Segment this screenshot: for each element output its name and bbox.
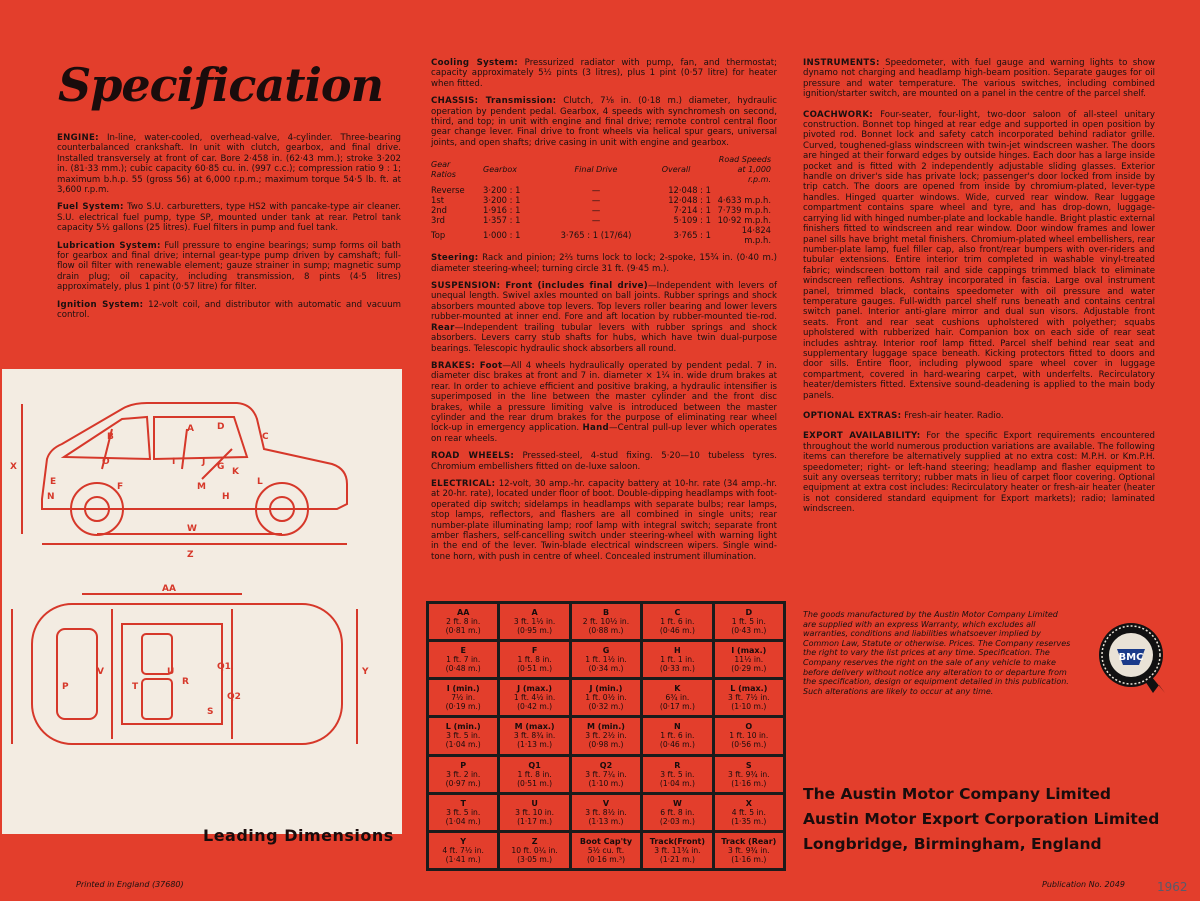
dimension-value: 1 ft. 1 in. xyxy=(660,655,695,665)
dimension-cell xyxy=(572,795,640,830)
gear-row xyxy=(431,195,777,205)
dimension-label: N xyxy=(674,722,681,732)
gear-cell: 3·200 : 1 xyxy=(483,185,521,196)
dimension-cell xyxy=(572,642,640,677)
fuel-section xyxy=(57,202,401,233)
gear-header-ratios: Gear Ratios xyxy=(431,160,456,180)
bmc-rosette-icon xyxy=(1095,619,1173,697)
dimension-value: 5½ cu. ft. xyxy=(587,845,625,855)
dimension-cell xyxy=(643,795,711,830)
company-line-1: The Austin Motor Company Limited xyxy=(803,785,1112,803)
dimension-cell xyxy=(500,757,568,792)
dimension-value: (0·43 m.) xyxy=(731,626,767,636)
optional-heading: OPTIONAL EXTRAS: xyxy=(803,411,902,421)
gear-cell: 7·214 : 1 xyxy=(673,205,711,216)
dimension-value: (0·46 m.) xyxy=(659,740,695,750)
brakes-section xyxy=(431,361,777,444)
coachwork-heading: COACHWORK: xyxy=(803,109,874,120)
engine-section xyxy=(57,133,401,195)
dimension-value: (1·17 m.) xyxy=(517,816,553,826)
dimension-cell xyxy=(715,604,783,639)
lube-section xyxy=(57,241,401,293)
dimension-label: F xyxy=(531,646,538,656)
dimension-value: (0·46 m.) xyxy=(659,626,695,636)
dimension-drawing xyxy=(2,369,402,834)
dimension-value: 3 ft. 8¾ in. xyxy=(513,731,556,741)
dimension-value: (0·97 m.) xyxy=(445,778,481,788)
dimension-value: (0·48 m.) xyxy=(445,664,481,674)
drawing-label-r: R xyxy=(182,677,189,687)
dimension-value: 3 ft. 5 in. xyxy=(660,769,695,779)
drawing-label-aa: AA xyxy=(162,584,176,594)
optional-text: Fresh-air heater. Radio. xyxy=(904,411,1004,421)
dimension-value: (0·33 m.) xyxy=(659,664,695,674)
drawing-label-j: J xyxy=(202,457,206,467)
dimension-value: 4 ft. 5 in. xyxy=(731,807,766,817)
dimension-cell xyxy=(715,795,783,830)
dimension-cell xyxy=(429,680,497,715)
dimension-label: J (max.) xyxy=(517,684,553,694)
drawing-label-u: U xyxy=(167,667,175,677)
dimension-cell xyxy=(500,680,568,715)
company-line-3: Longbridge, Birmingham, England xyxy=(803,835,1102,853)
dimension-value: (1·35 m.) xyxy=(731,816,767,826)
export-heading: EXPORT AVAILABILITY: xyxy=(803,431,921,442)
suspension-text: —Independent with levers of unequal length. Swivel axles mounted on ball joints. Rubber springs and shock absorbers mounted above top levers. Top levers roller bearing and lower levers rubber-mounted at inner end. Fore and aft location by rubber-mounted tie-rod. xyxy=(431,281,777,323)
dimension-value: 11½ in. xyxy=(734,655,764,665)
dimension-label: X xyxy=(745,798,752,808)
gear-cell: 3·765 : 1 (17/64) xyxy=(560,230,632,241)
printed-note: Printed in England (37680) xyxy=(76,880,184,889)
drawing-label-y: Y xyxy=(362,667,369,677)
drawing-label-o: O xyxy=(102,457,110,467)
dimension-value: (0·32 m.) xyxy=(588,702,624,712)
drawing-label-w: W xyxy=(187,524,197,534)
drawing-label-l: L xyxy=(257,477,263,487)
dimension-value: 3 ft. 9¾ in. xyxy=(728,769,770,779)
dimension-label: J (min.) xyxy=(589,684,623,694)
instruments-section xyxy=(803,58,1155,100)
dimension-cell xyxy=(429,757,497,792)
dimension-label: Q2 xyxy=(599,760,613,770)
dimension-value: 3 ft. 5 in. xyxy=(446,731,481,741)
gear-cell: 4·633 m.p.h. xyxy=(717,195,771,206)
warranty-note: The goods manufactured by the Austin Motor Company Limited are supplied with an express Warranty, which excludes all warranties, conditions and liabilities whatsoever implied by Common Law, Statute or otherwise. Prices. The Company reserves the right to vary the list prices at any time. Specification. The Company reserves the right on the sale of any vehicle to make before delivery without notice any alteration to or departure from the specification, design or equipment detailed in this publication. Such alterations are likely to occur at any time. xyxy=(803,610,1071,696)
drawing-label-q1: Q1 xyxy=(217,662,231,672)
dimension-cell xyxy=(572,833,640,868)
gear-cell: 2nd xyxy=(431,205,447,216)
drawing-label-h: H xyxy=(222,492,230,502)
dimension-value: 4 ft. 7½ in. xyxy=(442,845,484,855)
dimension-label: T xyxy=(460,798,466,808)
dimension-label: Q1 xyxy=(528,760,541,770)
ignition-section xyxy=(57,300,401,321)
company-line-2: Austin Motor Export Corporation Limited xyxy=(803,810,1160,828)
dimension-value: (1·41 m.) xyxy=(445,854,481,864)
gear-header-gearbox: Gearbox xyxy=(483,165,518,175)
dimension-value: (0·98 m.) xyxy=(588,740,624,750)
hand-heading: Hand xyxy=(582,423,610,434)
gear-cell: — xyxy=(591,205,601,216)
chassis-text: Clutch, 7⅛ in. (0·18 m.) diameter, hydraulic operation by pendent pedal. Gearbox, 4 speeds with synchromesh on second, third, and top; in unit with engine and final drive; remote control central floor gear change lever. Final drive to front wheels via helical spur gears, universal joints, and open shafts; drive casing in unit with engine and gearbox. xyxy=(431,96,777,148)
dimension-label: L (max.) xyxy=(730,684,768,694)
gear-cell: — xyxy=(591,215,601,226)
dimension-value: (0·17 m.) xyxy=(659,702,695,712)
dimension-value: 3 ft. 8½ in. xyxy=(585,807,627,817)
left-column xyxy=(57,133,401,328)
dimension-value: 3 ft. 7¼ in. xyxy=(585,769,627,779)
dimension-value: (1·13 m.) xyxy=(588,816,624,826)
car-outline-drawing xyxy=(2,369,402,834)
electrical-section xyxy=(431,479,777,562)
dimension-value: (0·16 m.³) xyxy=(586,854,626,864)
steering-heading: Steering: xyxy=(431,253,479,264)
drawing-label-d: D xyxy=(217,422,225,432)
dimension-value: (0·51 m.) xyxy=(517,778,553,788)
dimension-value: (0·51 m.) xyxy=(517,664,553,674)
dimension-cell xyxy=(429,718,497,753)
dimension-cell xyxy=(643,680,711,715)
dimension-label: R xyxy=(674,760,681,770)
dimension-cell xyxy=(500,833,568,868)
dimension-value: (1·04 m.) xyxy=(445,816,481,826)
dimension-value: (1·10 m.) xyxy=(731,702,767,712)
leading-dimensions-label: Leading Dimensions xyxy=(203,826,394,845)
hand-text: —Central pull-up lever which operates on rear wheels. xyxy=(431,423,778,444)
steering-section xyxy=(431,253,777,274)
dimension-label: Track(Front) xyxy=(649,836,705,846)
ignition-text: 12-volt coil, and distributor with automatic and vacuum control. xyxy=(57,299,402,321)
brakes-text: —All 4 wheels hydraulically operated by pendent pedal. 7 in. diameter disc brakes at front and 7 in. diameter × 1¼ in. wide drum brakes at rear. In order to achieve efficient and positive braking, a hydraulic intensifier is superimposed in the line between the master cylinder and the front disc brakes, while a pressure limiting valve is introduced between the master cylinder and the rear drum brakes for the purpose of eliminating rear wheel lock-up in emergency application. xyxy=(431,360,777,434)
drawing-label-m: M xyxy=(197,482,206,492)
instruments-heading: INSTRUMENTS: xyxy=(803,58,880,68)
dimension-label: Boot Cap'ty xyxy=(579,836,633,846)
dimension-label: A xyxy=(531,608,538,618)
dimension-label: V xyxy=(602,798,610,808)
drawing-label-g: G xyxy=(217,462,225,472)
dimension-label: E xyxy=(460,646,466,656)
dimension-cell xyxy=(429,833,497,868)
dimension-label: AA xyxy=(457,608,470,618)
dimension-label: O xyxy=(745,722,753,732)
dimension-label: I (max.) xyxy=(731,646,767,656)
dimension-label: Z xyxy=(531,836,538,846)
dimension-value: (0·29 m.) xyxy=(731,664,767,674)
wheels-text: Pressed-steel, 4-stud fixing. 5·20—10 tubeless tyres. Chromium embellishers fitted on de-luxe saloon. xyxy=(431,451,777,472)
dimension-value: (3·05 m.) xyxy=(517,854,553,864)
rear-heading: Rear xyxy=(431,322,455,333)
cooling-text: Pressurized radiator with pump, fan, and thermostat; capacity approximately 5½ pints (3 litres), plus 1 pint (0·57 litre) for heater when fitted. xyxy=(431,58,777,89)
gear-row xyxy=(431,225,777,245)
dimension-value: 1 ft. 8 in. xyxy=(517,655,552,665)
company-block xyxy=(803,782,1159,857)
electrical-text: 12-volt, 30 amp.-hr. capacity battery at 10-hr. rate (34 amp.-hr. at 20-hr. rate), located under floor of boot. Double-dipping headlamps with foot-operated dip switch; sidelamps in headlamps with separate bulbs; rear lamps, stop lamps, reflectors, and flashers are all combined in single units; rear number-plate illuminating lamp; roof lamp with integral switch; separate front amber flashers, self-cancelling switch under steering-wheel with warning light in the end of the lever. Twin-blade electrical windscreen wipers. Single wind-tone horn, with push in centre of wheel. Concealed instrument illumination. xyxy=(431,478,777,562)
dimension-cell xyxy=(500,604,568,639)
export-section xyxy=(803,431,1155,514)
dimension-label: Track (Rear) xyxy=(721,836,777,846)
dimension-cell xyxy=(715,680,783,715)
dimension-value: 2 ft. 8 in. xyxy=(446,617,481,627)
drawing-label-p: P xyxy=(62,682,69,692)
dimension-value: 3 ft. 10 in. xyxy=(515,807,555,817)
gear-cell: 1·357 : 1 xyxy=(483,215,521,226)
drawing-label-s: S xyxy=(207,707,214,717)
dimension-label: M (max.) xyxy=(514,722,555,732)
dimension-label: C xyxy=(674,608,681,618)
gear-ratio-table xyxy=(431,155,777,245)
dimension-cell xyxy=(643,604,711,639)
dimension-value: 3 ft. 11¾ in. xyxy=(654,845,701,855)
drawing-label-f: F xyxy=(117,482,124,492)
gear-cell: Reverse xyxy=(431,185,465,196)
dimension-value: (1·04 m.) xyxy=(659,778,695,788)
suspension-heading: SUSPENSION: Front (includes final drive) xyxy=(431,281,649,292)
dimension-value: 3 ft. 1½ in. xyxy=(513,617,556,627)
drawing-label-b: B xyxy=(107,432,114,442)
dimension-label: B xyxy=(602,608,610,618)
dimension-cell xyxy=(429,604,497,639)
dimension-value: 6¾ in. xyxy=(665,693,690,703)
dimension-value: 2 ft. 10½ in. xyxy=(582,617,630,627)
dimension-label: M (min.) xyxy=(587,722,625,732)
dimension-value: (1·04 m.) xyxy=(445,740,481,750)
dimension-value: (1·21 m.) xyxy=(659,854,695,864)
dimension-cell xyxy=(500,718,568,753)
gear-cell xyxy=(717,185,777,195)
dimensions-table xyxy=(426,601,786,871)
dimension-cell xyxy=(572,604,640,639)
dimension-cell xyxy=(643,833,711,868)
engine-heading: ENGINE: xyxy=(57,133,99,143)
lube-text: Full pressure to engine bearings; sump forms oil bath for gearbox and final drive; internal gear-type pump driven by camshaft; full-flow oil filter with renewable element; gauze strainer in sump; magnetic sump drain plug; oil capacity, including transmission, 8 pints (4·5 litres) approximately, plus 1 pint (0·57 litre) for filter. xyxy=(57,240,401,293)
dimension-cell xyxy=(715,718,783,753)
dimension-value: (0·95 m.) xyxy=(517,626,553,636)
dimension-label: K xyxy=(674,684,681,694)
ignition-heading: Ignition System: xyxy=(57,299,144,310)
instruments-text: Speedometer, with fuel gauge and warning lights to show dynamo not charging and headlamp high-beam position. Separate gauges for oil pressure and water temperature. The various switches, including combined ignition/starter switch, are mounted on a panel in the centre of the parcel shelf. xyxy=(803,58,1155,100)
badge-text: BMC xyxy=(1118,652,1144,663)
cooling-heading: Cooling System: xyxy=(431,58,518,68)
dimension-value: 1 ft. 4½ in. xyxy=(513,693,556,703)
middle-column xyxy=(431,58,777,569)
handwritten-year: 1962 xyxy=(1157,880,1188,894)
drawing-label-c: C xyxy=(262,432,269,442)
wheels-section xyxy=(431,451,777,472)
drawing-label-i: I xyxy=(172,457,176,467)
gear-cell: 7·739 m.p.h. xyxy=(717,205,771,216)
dimension-value: (2·03 m.) xyxy=(659,816,695,826)
dimension-cell xyxy=(429,642,497,677)
gear-header-speeds: Road Speeds at 1,000 r.p.m. xyxy=(718,155,771,185)
dimension-cell xyxy=(572,680,640,715)
gear-row xyxy=(431,185,777,195)
gear-cell: — xyxy=(591,185,601,196)
coachwork-section xyxy=(803,110,1155,401)
coachwork-text: Four-seater, four-light, two-door saloon of all-steel unitary construction. Bonnet top hinged at rear edge and supported in open position by pivoted rod. Bonnet lock and safety catch incorporated behind radiator grille. Curved, toughened-glass windscreen with twin-jet windscreen washer. The doors are hinged at their forward edges by outside hinges. Each door has a large inside pocket and is fitted with 2 independently adjustable sliding glasses. Exterior handle on driver's side has private lock; passenger's door locked from inside by trip catch. The doors are opened from inside by chromium-plated, lever-type handles. Hinged quarter windows. Wide, curved rear window. Rear luggage compartment contains spare wheel and tyre, and has drop-down, luggage-carrying lid with hinged number-plate and lockable handle. Bright plastic external finishers fitted to windscreen and rear window. Door window frames and lower panel sills have bright metal finishers. Chromium-plated wheel embellishers, rear number-plate lamp, fuel filler cap, also front/rear bumpers with over-riders and tubular extensions. Entire interior trim completed in washable vinyl-treated fabric; windscreen bottom rail and side cappings trimmed black to eliminate windscreen reflections. Ashtray incorporated in fascia. Large oval instrument panel, trimmed black, contains speedometer with oil pressure and water temperature gauges. Full-width parcel shelf runs beneath and contains central switch panel. Interior anti-glare mirror and dual sun visors. Adjustable front seats. Front and rear seat cushions upholstered with polyether; squabs upholstered with rubberized hair. Companion box on each side of rear seat includes ashtray. Interior roof lamp fitted. Parcel shelf behind rear seat and supplementary luggage space beneath. Kicking protectors fitted to doors and door sills. Entire floor, including plywood spare wheel cover in luggage compartment, covered in hard-wearing carpet, with underfelts. Recirculatory heater/demisters fitted. Extensive sound-deadening is applied to the main body panels. xyxy=(803,109,1155,401)
dimension-value: 3 ft. 7½ in. xyxy=(728,693,770,703)
dimension-value: (0·81 m.) xyxy=(445,626,481,636)
dimension-value: 7½ in. xyxy=(451,693,476,703)
dimension-value: (1·16 m.) xyxy=(731,778,767,788)
dimension-label: I (min.) xyxy=(446,684,480,694)
export-text: For the specific Export requirements encountered throughout the world numerous production variations are available. The following items can therefore be alternatively supplied at no extra cost: M.P.H. or Km.P.H. speedometer; right- or left-hand steering; headlamp and flasher equipment to suit any overseas territory; rubber mats in lieu of carpet floor covering. Optional equipment at extra cost includes: Recirculatory heater or fresh-air heater (heater is not considered standard equipment for Export markets); radio; laminated windscreen. xyxy=(803,431,1155,515)
gear-cell: 12·048 : 1 xyxy=(668,185,711,196)
page-title: Specification xyxy=(58,58,384,112)
gear-cell: 1·916 : 1 xyxy=(483,205,521,216)
dimension-label: D xyxy=(745,608,753,618)
gear-cell: — xyxy=(591,195,601,206)
dimension-cell xyxy=(429,795,497,830)
gear-cell: 1·000 : 1 xyxy=(483,230,521,241)
suspension-section xyxy=(431,281,777,354)
dimension-cell xyxy=(643,718,711,753)
dimension-label: G xyxy=(602,646,610,656)
dimension-value: (0·88 m.) xyxy=(588,626,624,636)
fuel-text: Two S.U. carburetters, type HS2 with pancake-type air cleaner. S.U. electrical fuel pump, type SP, mounted under tank at rear. Petrol tank capacity 5½ gallons (25 litres). Fuel filters in pump and fuel tank. xyxy=(57,202,401,234)
dimension-value: 1 ft. 7 in. xyxy=(446,655,481,665)
dimension-value: 3 ft. 5 in. xyxy=(446,807,481,817)
brakes-heading: BRAKES: Foot xyxy=(431,360,503,371)
optional-section xyxy=(803,411,1155,421)
drawing-label-n: N xyxy=(47,492,55,502)
dimension-label: Y xyxy=(460,836,467,846)
dimension-label: W xyxy=(672,798,682,808)
gear-cell: 10·92 m.p.h. xyxy=(717,215,771,226)
dimensions-grid xyxy=(429,604,783,868)
chassis-section xyxy=(431,96,777,148)
gear-cell: 3rd xyxy=(431,215,445,226)
dimension-cell xyxy=(572,757,640,792)
drawing-label-z: Z xyxy=(187,550,194,560)
dimension-label: H xyxy=(674,646,681,656)
dimension-value: (0·19 m.) xyxy=(445,702,481,712)
dimension-value: 1 ft. 6 in. xyxy=(660,617,695,627)
gear-header-final: Final Drive xyxy=(574,165,618,175)
dimension-cell xyxy=(500,795,568,830)
dimension-value: (1·13 m.) xyxy=(517,740,553,750)
dimension-cell xyxy=(715,642,783,677)
gear-cell: 1st xyxy=(431,195,444,206)
dimension-value: 1 ft. 1½ in. xyxy=(585,655,627,665)
right-column xyxy=(803,58,1155,522)
rear-text: —Independent trailing tubular levers with rubber springs and shock absorbers. Levers carry stub shafts for hubs, which have twin dual-purpose bearings. Telescopic hydraulic shock absorbers all round. xyxy=(431,322,777,354)
gear-cell: 3·765 : 1 xyxy=(673,230,711,241)
electrical-heading: ELECTRICAL: xyxy=(431,478,496,489)
drawing-label-t: T xyxy=(132,682,139,692)
fuel-heading: Fuel System: xyxy=(57,202,124,213)
dimension-cell xyxy=(715,833,783,868)
dimension-value: 6 ft. 8 in. xyxy=(660,807,695,817)
gear-row xyxy=(431,215,777,225)
gear-table-header xyxy=(431,155,777,185)
drawing-label-e: E xyxy=(50,477,57,487)
dimension-label: P xyxy=(460,760,467,770)
wheels-heading: ROAD WHEELS: xyxy=(431,451,515,462)
dimension-value: (1·16 m.) xyxy=(731,854,767,864)
dimension-value: (0·42 m.) xyxy=(517,702,553,712)
gear-cell: 5·109 : 1 xyxy=(673,215,711,226)
engine-text: In-line, water-cooled, overhead-valve, 4-cylinder. Three-bearing counterbalanced crankshaft. In unit with clutch, gearbox, and final drive. Installed transversely at front of car. Bore 2·458 in. (62·43 mm.); stroke 3·202 in. (81·33 mm.); cubic capacity 60·85 cu. in. (997 c.c.); compression ratio 9 : 1; maximum b.h.p. 55 (gross 56) at 6,000 r.p.m.; maximum torque 54·5 lb. ft. at 3,600 r.p.m. xyxy=(57,133,401,196)
dimension-cell xyxy=(643,757,711,792)
dimension-value: 1 ft. 5 in. xyxy=(731,617,766,627)
dimension-value: 1 ft. 0½ in. xyxy=(585,693,627,703)
drawing-label-k: K xyxy=(232,467,239,477)
dimension-value: 1 ft. 8 in. xyxy=(517,769,552,779)
dimension-value: (0·56 m.) xyxy=(731,740,767,750)
dimension-cell xyxy=(572,718,640,753)
gear-cell: 3·200 : 1 xyxy=(483,195,521,206)
dimension-value: 10 ft. 0¼ in. xyxy=(511,845,558,855)
cooling-section xyxy=(431,58,777,89)
steering-text: Rack and pinion; 2⅔ turns lock to lock; 2-spoke, 15¾ in. (0·40 m.) diameter steering-wheel; turning circle 31 ft. (9·45 m.). xyxy=(431,253,777,274)
drawing-label-q2: Q2 xyxy=(227,692,241,702)
dimension-cell xyxy=(715,757,783,792)
dimension-value: 3 ft. 9¾ in. xyxy=(728,845,770,855)
dimension-label: U xyxy=(531,798,538,808)
dimension-label: L (min.) xyxy=(445,722,481,732)
gear-header-overall: Overall xyxy=(661,165,691,175)
gear-cell: 12·048 : 1 xyxy=(668,195,711,206)
dimension-value: (0·34 m.) xyxy=(588,664,624,674)
dimension-label: S xyxy=(745,760,752,770)
drawing-label-a: A xyxy=(187,424,194,434)
lube-heading: Lubrication System: xyxy=(57,240,161,251)
dimension-value: 3 ft. 2½ in. xyxy=(585,731,627,741)
dimension-value: 1 ft. 10 in. xyxy=(729,731,769,741)
dimension-cell xyxy=(643,642,711,677)
dimension-value: (1·10 m.) xyxy=(588,778,624,788)
gear-cell: Top xyxy=(431,230,446,241)
drawing-label-x: X xyxy=(10,462,17,472)
drawing-label-v: V xyxy=(97,667,104,677)
dimension-value: 3 ft. 2 in. xyxy=(446,769,481,779)
dimension-cell xyxy=(500,642,568,677)
dimension-value: 1 ft. 6 in. xyxy=(660,731,695,741)
publication-number: Publication No. 2049 xyxy=(1042,880,1125,889)
gear-cell: 14·824 m.p.h. xyxy=(741,225,771,246)
gear-row xyxy=(431,205,777,215)
chassis-heading: CHASSIS: Transmission: xyxy=(431,96,557,107)
